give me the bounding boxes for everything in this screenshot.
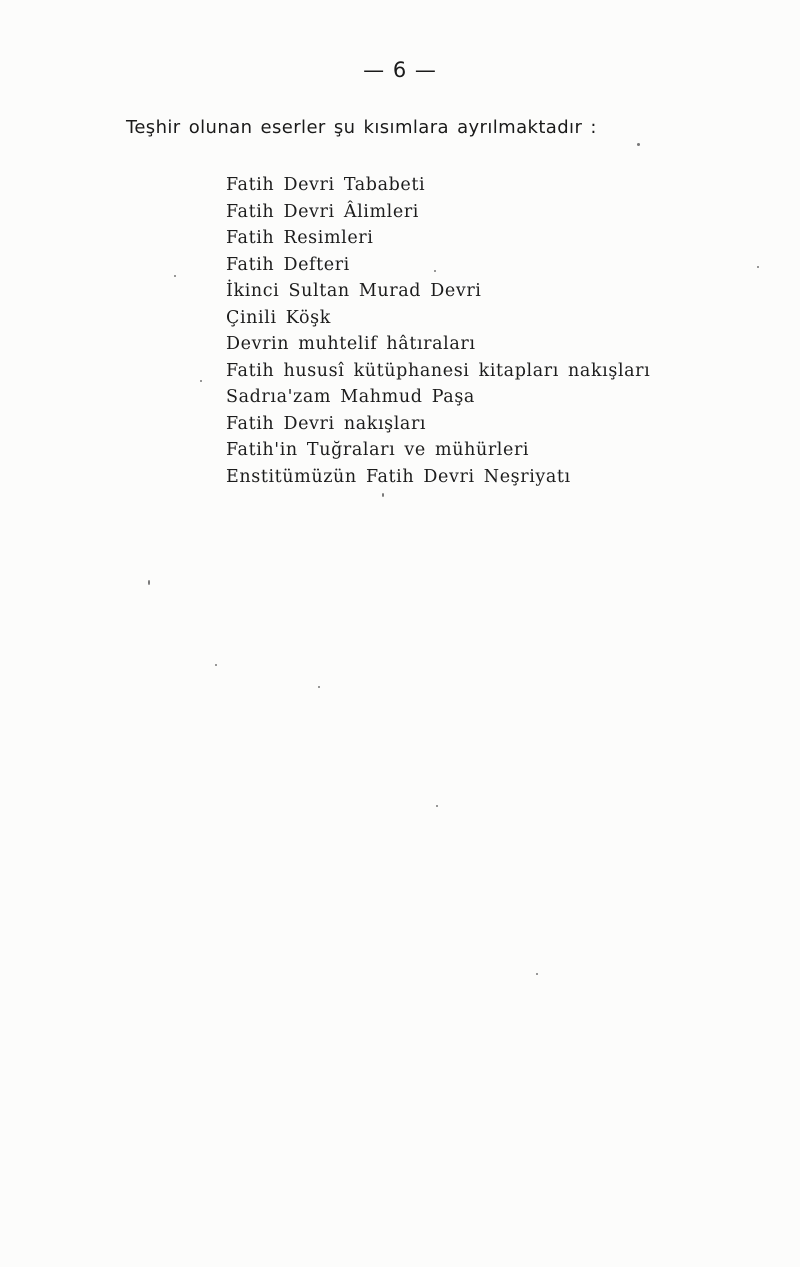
list-item: Enstitümüzün Fatih Devri Neşriyatı	[226, 466, 571, 487]
list-item: Fatih hususî kütüphanesi kitapları nakışları	[226, 360, 651, 381]
list-item: Devrin muhtelif hâtıraları	[226, 334, 476, 354]
scan-speck	[174, 275, 176, 277]
scan-speck	[434, 270, 436, 272]
list-item: Çinili Köşk	[226, 307, 331, 328]
list-item: Fatih'in Tuğraları ve mühürleri	[226, 440, 530, 460]
list-item: Fatih Resimleri	[226, 228, 374, 248]
scan-speck	[215, 664, 217, 666]
list-item: Fatih Devri nakışları	[226, 413, 427, 434]
scan-speck	[536, 973, 538, 975]
scan-speck	[382, 493, 384, 497]
list-item: İkinci Sultan Murad Devri	[226, 281, 482, 301]
scan-speck	[148, 580, 150, 585]
list-item: Fatih Devri Tababeti	[226, 175, 426, 195]
scan-speck	[436, 805, 438, 807]
scan-speck	[200, 380, 202, 382]
list-item: Fatih Defteri	[226, 254, 350, 275]
scan-speck	[637, 143, 640, 146]
scan-speck	[318, 686, 320, 688]
list-item: Fatih Devri Âlimleri	[226, 201, 419, 222]
scan-speck	[757, 266, 759, 268]
intro-text: Teşhir olunan eserler şu kısımlara ayrılmaktadır :	[126, 117, 597, 138]
list-item: Sadrıa'zam Mahmud Paşa	[226, 387, 475, 407]
page-number: — 6 —	[363, 58, 437, 82]
exhibit-list	[226, 172, 650, 490]
